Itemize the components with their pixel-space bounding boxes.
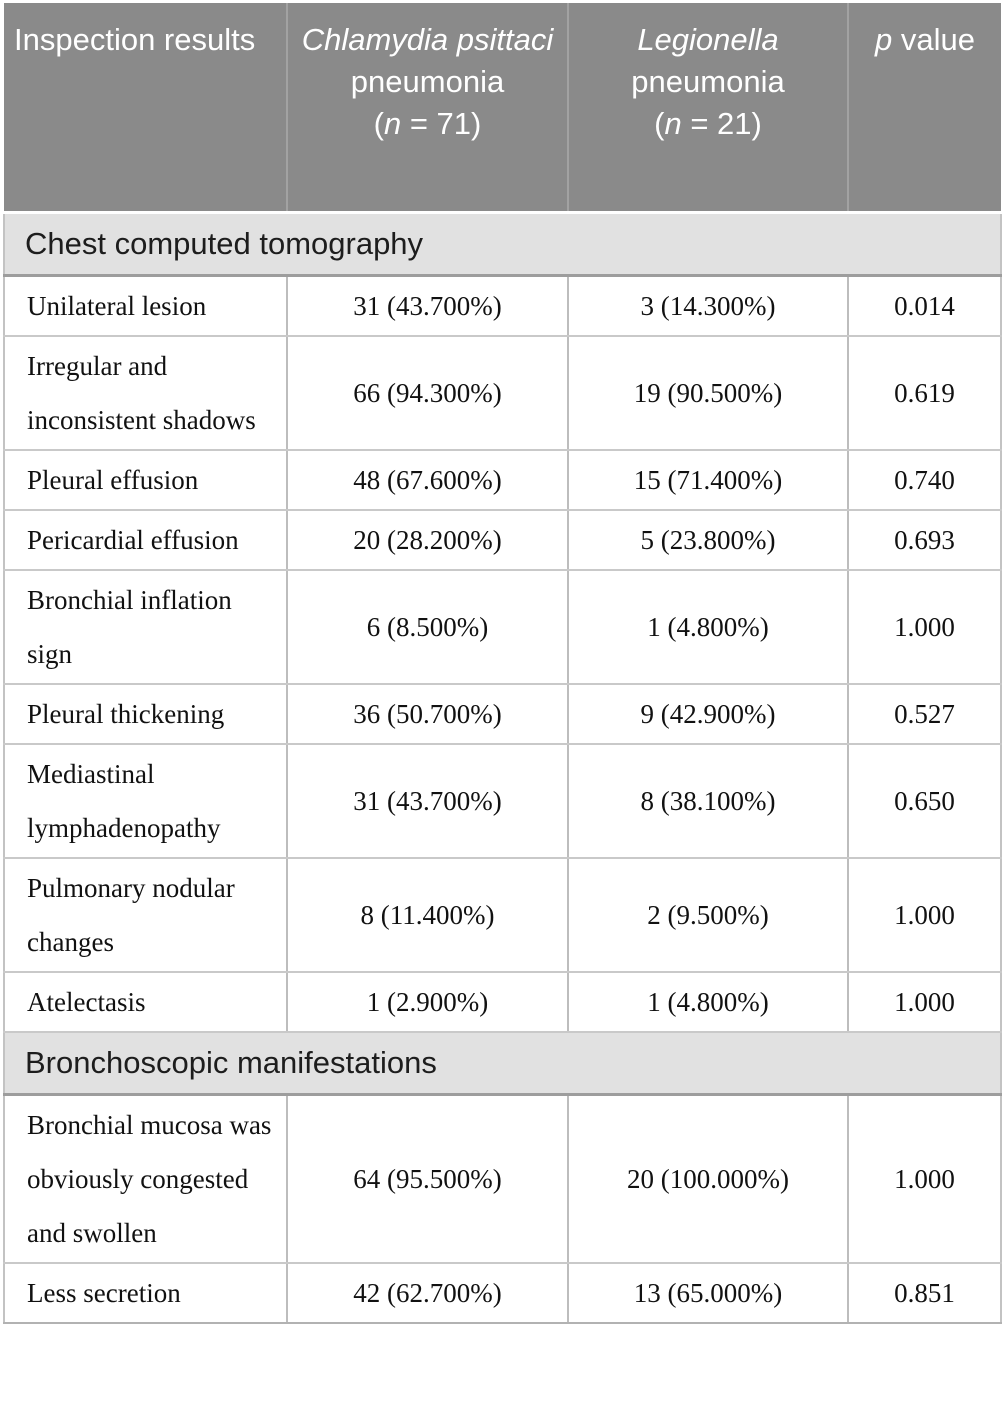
- cp-value: 1 (2.900%): [287, 972, 568, 1032]
- header-col2-species: Chlamydia psittaci: [301, 22, 554, 57]
- cp-value: 48 (67.600%): [287, 450, 568, 510]
- lp-value: 19 (90.500%): [568, 336, 848, 450]
- p-value: 0.851: [848, 1263, 1001, 1323]
- row-label: Atelectasis: [4, 972, 287, 1032]
- section-title: Chest computed tomography: [4, 213, 1001, 276]
- section-row-bronchoscopic: [4, 1032, 1001, 1095]
- lp-value: 8 (38.100%): [568, 744, 848, 858]
- table-body: [4, 213, 1001, 1324]
- p-value: 1.000: [848, 858, 1001, 972]
- section-title: Bronchoscopic manifestations: [4, 1032, 1001, 1095]
- header-legionella-group: [568, 3, 848, 213]
- row-label: Unilateral lesion: [4, 276, 287, 337]
- p-value: 1.000: [848, 570, 1001, 684]
- p-value: 0.527: [848, 684, 1001, 744]
- header-inspection-results: [4, 3, 287, 213]
- lp-value: 3 (14.300%): [568, 276, 848, 337]
- header-chlamydia-group: [287, 3, 568, 213]
- lp-value: 9 (42.900%): [568, 684, 848, 744]
- cp-value: 31 (43.700%): [287, 744, 568, 858]
- section-row-chest-ct: [4, 213, 1001, 276]
- cp-value: 31 (43.700%): [287, 276, 568, 337]
- comparison-table: [3, 3, 1002, 1324]
- header-col3-species: Legionella: [637, 22, 779, 57]
- cp-value: 64 (95.500%): [287, 1095, 568, 1264]
- table-row: [4, 684, 1001, 744]
- header-col1-label: Inspection results: [14, 22, 256, 57]
- cp-value: 20 (28.200%): [287, 510, 568, 570]
- p-value: 0.650: [848, 744, 1001, 858]
- table-row: [4, 744, 1001, 858]
- p-value: 0.693: [848, 510, 1001, 570]
- row-label: Pleural effusion: [4, 450, 287, 510]
- header-row: [4, 3, 1001, 213]
- header-p-word: value: [892, 22, 975, 57]
- p-value: 0.014: [848, 276, 1001, 337]
- table-row: [4, 336, 1001, 450]
- row-label: Pericardial effusion: [4, 510, 287, 570]
- cp-value: 8 (11.400%): [287, 858, 568, 972]
- header-col2-n: (n = 71): [373, 106, 482, 142]
- table-row: [4, 858, 1001, 972]
- row-label: Pulmonary nodular changes: [4, 858, 287, 972]
- lp-value: 5 (23.800%): [568, 510, 848, 570]
- table-row: [4, 510, 1001, 570]
- row-label: Less secretion: [4, 1263, 287, 1323]
- table-row: [4, 276, 1001, 337]
- p-value: 0.619: [848, 336, 1001, 450]
- lp-value: 1 (4.800%): [568, 570, 848, 684]
- table-row: [4, 1095, 1001, 1264]
- lp-value: 20 (100.000%): [568, 1095, 848, 1264]
- row-label: Pleural thickening: [4, 684, 287, 744]
- header-col3-word: pneumonia: [631, 64, 785, 100]
- row-label: Mediastinal lymphadenopathy: [4, 744, 287, 858]
- lp-value: 13 (65.000%): [568, 1263, 848, 1323]
- lp-value: 2 (9.500%): [568, 858, 848, 972]
- row-label: Irregular and inconsistent shadows: [4, 336, 287, 450]
- row-label: Bronchial mucosa was obviously congested and swollen: [4, 1095, 287, 1264]
- table-row: [4, 1263, 1001, 1323]
- table-row: [4, 570, 1001, 684]
- header-col3-n: (n = 21): [654, 106, 762, 142]
- cp-value: 66 (94.300%): [287, 336, 568, 450]
- cp-value: 42 (62.700%): [287, 1263, 568, 1323]
- lp-value: 15 (71.400%): [568, 450, 848, 510]
- header-p-value: [848, 3, 1001, 213]
- p-value: 0.740: [848, 450, 1001, 510]
- cp-value: 6 (8.500%): [287, 570, 568, 684]
- table-header: [4, 3, 1001, 213]
- table-row: [4, 450, 1001, 510]
- table-row: [4, 972, 1001, 1032]
- header-p-italic: p: [875, 22, 893, 57]
- p-value: 1.000: [848, 972, 1001, 1032]
- row-label: Bronchial inflation sign: [4, 570, 287, 684]
- lp-value: 1 (4.800%): [568, 972, 848, 1032]
- header-col2-word: pneumonia: [350, 64, 505, 100]
- p-value: 1.000: [848, 1095, 1001, 1264]
- cp-value: 36 (50.700%): [287, 684, 568, 744]
